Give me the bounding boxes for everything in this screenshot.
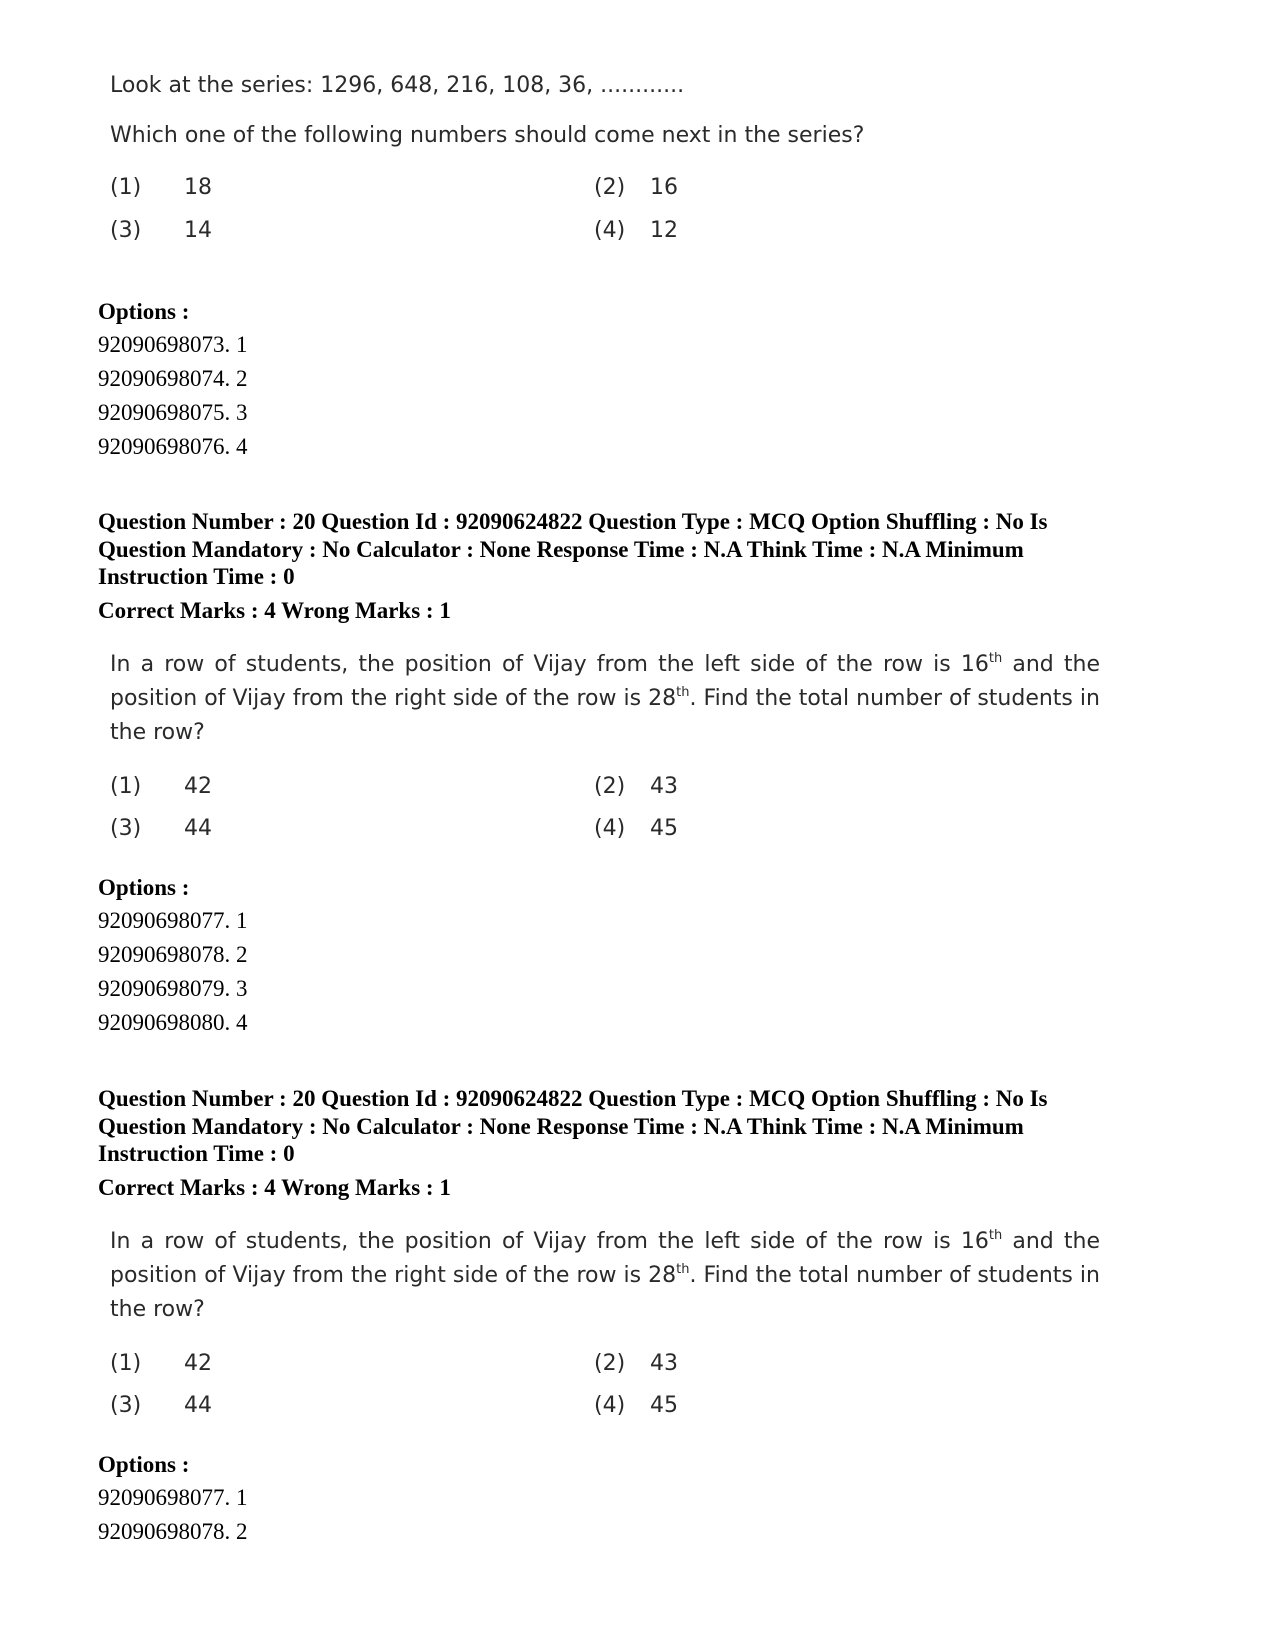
choice-4 [594, 215, 678, 247]
question-line: Which one of the following numbers should come next in the series? [110, 123, 865, 148]
option-id: 92090698077. 1 [98, 1485, 248, 1510]
marks-line: Correct Marks : 4 Wrong Marks : 1 [98, 1175, 451, 1200]
marks-line: Correct Marks : 4 Wrong Marks : 1 [98, 598, 451, 623]
choice-value: 45 [650, 816, 678, 841]
question-meta-line: Question Mandatory : No Calculator : None Response Time : N.A Think Time : N.A Minimum [98, 537, 1024, 562]
question-meta-line: Question Mandatory : No Calculator : None Response Time : N.A Think Time : N.A Minimum [98, 1114, 1024, 1139]
choice-number: (4) [594, 1393, 626, 1418]
question-meta-line: Instruction Time : 0 [98, 1141, 295, 1166]
question-meta-line: Instruction Time : 0 [98, 564, 295, 589]
choice-number: (2) [594, 1351, 626, 1376]
options-label: Options : [98, 1452, 190, 1477]
choice-value: 44 [184, 816, 212, 841]
choice-number: (1) [110, 774, 142, 799]
choice-number: (4) [594, 218, 626, 243]
option-id: 92090698076. 4 [98, 434, 248, 459]
choice-value: 42 [184, 774, 212, 799]
option-id: 92090698077. 1 [98, 908, 248, 933]
choice-value: 44 [184, 1393, 212, 1418]
choice-number: (3) [110, 1393, 142, 1418]
choice-3 [110, 1390, 212, 1422]
choice-4 [594, 813, 678, 845]
choice-1 [110, 172, 212, 204]
question-meta-line: Question Number : 20 Question Id : 92090624822 Question Type : MCQ Option Shuffling : No Is [98, 509, 1048, 534]
choice-number: (2) [594, 774, 626, 799]
question-text: In a row of students, the position of Vijay from the left side of the row is 16th and the position of Vijay from the right side of the row is 28th. Find the total number of students in the row? [110, 651, 1100, 745]
choice-value: 42 [184, 1351, 212, 1376]
choice-value: 43 [650, 1351, 678, 1376]
choice-2 [594, 771, 678, 803]
choice-value: 14 [184, 218, 212, 243]
option-id: 92090698073. 1 [98, 332, 248, 357]
choice-2 [594, 172, 678, 204]
choice-3 [110, 813, 212, 845]
series-line: Look at the series: 1296, 648, 216, 108, 36, ............ [110, 73, 685, 98]
choice-number: (4) [594, 816, 626, 841]
option-id: 92090698080. 4 [98, 1010, 248, 1035]
choice-number: (1) [110, 175, 142, 200]
choice-value: 45 [650, 1393, 678, 1418]
choice-number: (3) [110, 816, 142, 841]
choice-4 [594, 1390, 678, 1422]
option-id: 92090698074. 2 [98, 366, 248, 391]
question-text: In a row of students, the position of Vijay from the left side of the row is 16th and the position of Vijay from the right side of the row is 28th. Find the total number of students in the row? [110, 1228, 1100, 1322]
choice-1 [110, 1348, 212, 1380]
choice-value: 43 [650, 774, 678, 799]
question-meta-line: Question Number : 20 Question Id : 92090624822 Question Type : MCQ Option Shuffling : No Is [98, 1086, 1048, 1111]
options-label: Options : [98, 299, 190, 324]
choice-value: 16 [650, 175, 678, 200]
choice-number: (2) [594, 175, 626, 200]
option-id: 92090698075. 3 [98, 400, 248, 425]
choice-1 [110, 771, 212, 803]
choice-number: (1) [110, 1351, 142, 1376]
choice-value: 12 [650, 218, 678, 243]
choice-3 [110, 215, 212, 247]
option-id: 92090698078. 2 [98, 942, 248, 967]
choice-number: (3) [110, 218, 142, 243]
choice-value: 18 [184, 175, 212, 200]
option-id: 92090698079. 3 [98, 976, 248, 1001]
options-label: Options : [98, 875, 190, 900]
option-id: 92090698078. 2 [98, 1519, 248, 1544]
choice-2 [594, 1348, 678, 1380]
